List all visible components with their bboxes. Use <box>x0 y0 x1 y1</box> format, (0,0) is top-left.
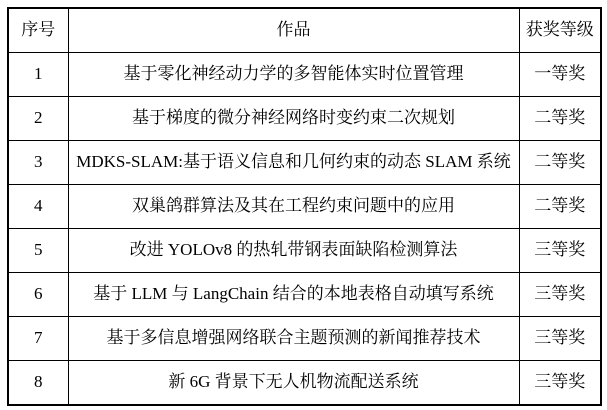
table-row <box>8 229 601 273</box>
row-number-cell: 1 <box>8 53 68 97</box>
work-title-cell: 双巢鸽群算法及其在工程约束问题中的应用 <box>68 185 519 229</box>
work-title-cell: MDKS-SLAM:基于语义信息和几何约束的动态 SLAM 系统 <box>68 141 519 185</box>
work-title-cell: 基于多信息增强网络联合主题预测的新闻推荐技术 <box>68 317 519 361</box>
award-level-cell: 二等奖 <box>519 185 601 229</box>
header-cell-no: 序号 <box>8 8 68 53</box>
row-number-cell: 8 <box>8 361 68 406</box>
work-title-cell: 基于 LLM 与 LangChain 结合的本地表格自动填写系统 <box>68 273 519 317</box>
award-level-cell: 一等奖 <box>519 53 601 97</box>
header-row <box>8 8 601 53</box>
table-row <box>8 97 601 141</box>
row-number-cell: 5 <box>8 229 68 273</box>
work-title-cell: 新 6G 背景下无人机物流配送系统 <box>68 361 519 406</box>
row-number-cell: 3 <box>8 141 68 185</box>
award-level-cell: 三等奖 <box>519 229 601 273</box>
work-title-cell: 基于梯度的微分神经网络时变约束二次规划 <box>68 97 519 141</box>
table-row <box>8 141 601 185</box>
table-row <box>8 273 601 317</box>
header-cell-work: 作品 <box>68 8 519 53</box>
table-row <box>8 361 601 406</box>
award-level-cell: 二等奖 <box>519 141 601 185</box>
row-number-cell: 6 <box>8 273 68 317</box>
award-level-cell: 三等奖 <box>519 361 601 406</box>
award-level-cell: 三等奖 <box>519 273 601 317</box>
table-row <box>8 53 601 97</box>
table-row <box>8 317 601 361</box>
table-row <box>8 185 601 229</box>
header-cell-award: 获奖等级 <box>519 8 601 53</box>
row-number-cell: 7 <box>8 317 68 361</box>
award-table <box>7 7 602 406</box>
work-title-cell: 基于零化神经动力学的多智能体实时位置管理 <box>68 53 519 97</box>
row-number-cell: 4 <box>8 185 68 229</box>
work-title-cell: 改进 YOLOv8 的热轧带钢表面缺陷检测算法 <box>68 229 519 273</box>
row-number-cell: 2 <box>8 97 68 141</box>
award-level-cell: 二等奖 <box>519 97 601 141</box>
award-level-cell: 三等奖 <box>519 317 601 361</box>
